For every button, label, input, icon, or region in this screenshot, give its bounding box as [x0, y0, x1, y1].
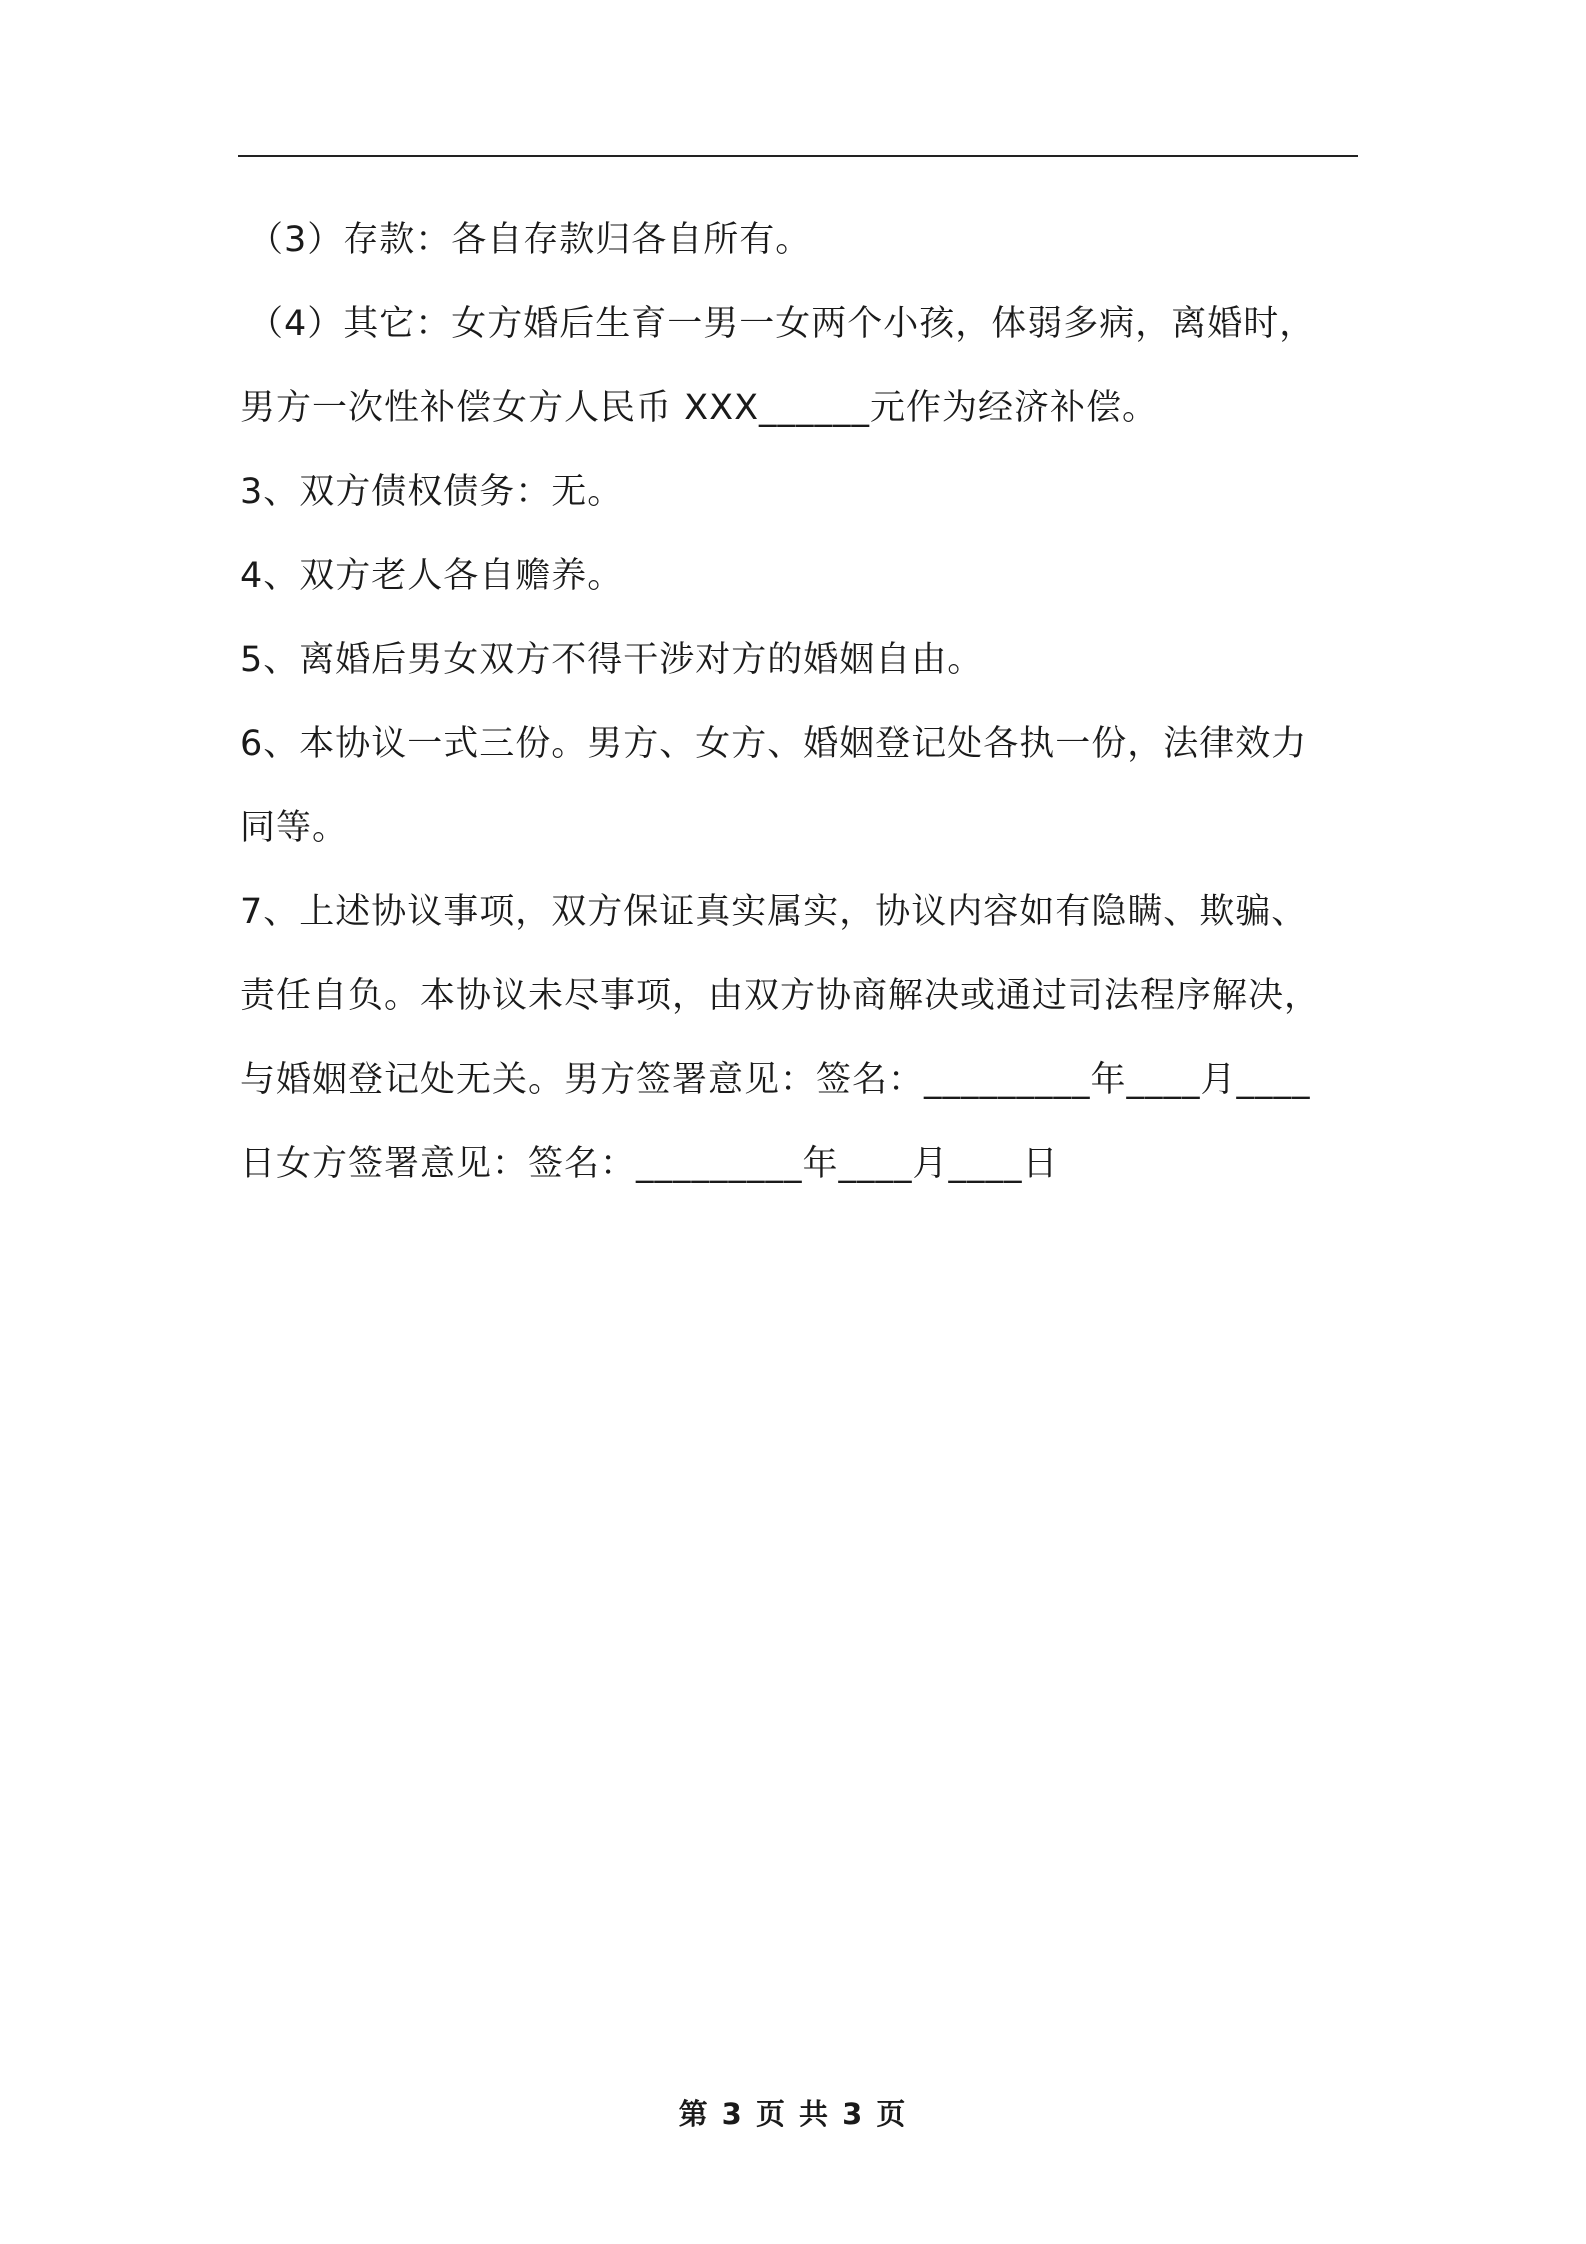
paragraph-line: 同等。 — [240, 808, 349, 848]
header-rule — [238, 155, 1358, 157]
paragraph-line: 6、本协议一式三份。男方、女方、婚姻登记处各执一份，法律效力 — [240, 724, 1308, 764]
page-number-footer: 第 3 页 共 3 页 — [678, 2097, 908, 2131]
paragraph-line: 责任自负。本协议未尽事项，由双方协商解决或通过司法程序解决， — [240, 976, 1321, 1016]
paragraph-line: （4）其它：女方婚后生育一男一女两个小孩，体弱多病，离婚时， — [248, 304, 1316, 344]
paragraph-line: 7、上述协议事项，双方保证真实属实，协议内容如有隐瞒、欺骗、 — [240, 892, 1308, 932]
paragraph-line: 4、双方老人各自赡养。 — [240, 556, 624, 596]
paragraph-line: 与婚姻登记处无关。男方签署意见：签名：_________年____月____ — [240, 1060, 1311, 1100]
paragraph-line: 男方一次性补偿女方人民币 XXX______元作为经济补偿。 — [240, 388, 1159, 428]
paragraph-line: 日女方签署意见：签名：_________年____月____日 — [240, 1144, 1059, 1184]
paragraph-line: （3）存款：各自存款归各自所有。 — [248, 220, 812, 260]
paragraph-line: 3、双方债权债务：无。 — [240, 472, 624, 512]
document-body — [240, 198, 1362, 1206]
paragraph-line: 5、离婚后男女双方不得干涉对方的婚姻自由。 — [240, 640, 984, 680]
